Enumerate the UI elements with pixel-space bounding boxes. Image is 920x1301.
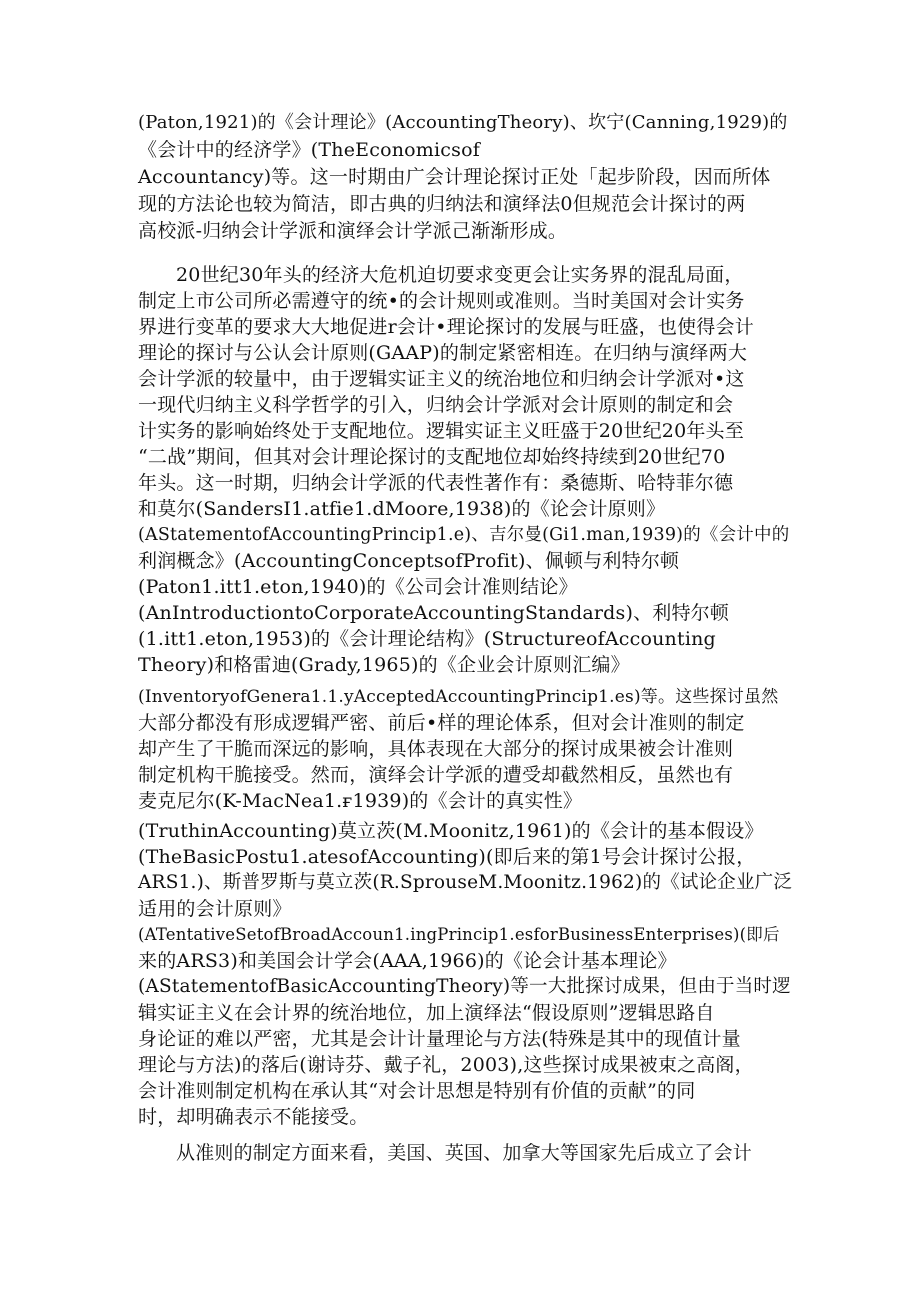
text-line-20: (1.itt1.eton,1953)的《会计理论结构》(StructureofAccounting: [138, 628, 716, 650]
text-line-26: 麦克尼尔(K-MacNea1.ғ1939)的《会计的真实性》: [138, 790, 583, 812]
text-line-32: 来的ARS3)和美国会计学会(AAA,1966)的《论会计基本理论》: [138, 950, 677, 972]
text-line-27: (TruthinAccounting)莫立茨(M.Moonitz,1961)的《会计的基本假设》: [138, 820, 764, 842]
text-line-36: 理论与方法)的落后(谢诗芬、戴子礼，2003),这些探讨成果被束之高阁，: [138, 1054, 754, 1076]
text-line-2: 《会计中的经济学》(TheEconomicsof: [138, 139, 480, 161]
text-line-12: 计实务的影响始终处于支配地位。逻辑实证主义旺盛于20世纪20年头至: [138, 420, 744, 442]
text-line-38: 时，却明确表示不能接受。: [138, 1106, 369, 1128]
text-line-24: 却产生了干脆而深远的影响，具体表现在大部分的探讨成果被会计准则: [138, 738, 734, 760]
text-line-5: 高校派-归纳会计学派和演绎会计学派己渐渐形成。: [138, 220, 568, 242]
text-line-18: (Paton1.itt1.eton,1940)的《公司会计准则结论》: [138, 576, 578, 598]
text-line-11: 一现代归纳主义科学哲学的引入，归纳会计学派对会计原则的制定和会: [138, 394, 734, 416]
text-line-16: (AStatementofAccountingPrincip1.e)、吉尔曼(Gi1.man,1939)的《会计中的: [138, 525, 790, 545]
text-line-7: 制定上市公司所必需遵守的统•的会计规则或准则。当时美国对会计实务: [138, 290, 745, 312]
text-line-14: 年头。这一时期，归纳会计学派的代表性著作有：桑德斯、哈特菲尔德: [138, 472, 734, 494]
text-line-23: 大部分都没有形成逻辑严密、前后•样的理论体系，但对会计准则的制定: [138, 712, 745, 734]
text-line-35: 身论证的难以严密，尤其是会计计量理论与方法(特殊是其中的现值计量: [138, 1028, 741, 1050]
text-line-30: 适用的会计原则》: [138, 898, 292, 920]
text-line-15: 和莫尔(SandersI1.atfie1.dMoore,1938)的《论会计原则》: [138, 498, 666, 520]
text-line-28: (TheBasicPostu1.atesofAccounting)(即后来的第1号会计探讨公报，: [138, 846, 756, 868]
text-line-31: (ATentativeSetofBroadAccoun1.ingPrincip1.esforBusinessEnterprises)(即后: [138, 925, 780, 944]
text-line-13: “二战”期间，但其对会计理论探讨的支配地位却始终持续到20世纪70: [138, 446, 726, 468]
text-line-10: 会计学派的较量中，由于逻辑实证主义的统治地位和归纳会计学派对•这: [138, 368, 745, 390]
text-line-8: 界进行变革的要求大大地促进r会计•理论探讨的发展与旺盛，也使得会计: [138, 316, 754, 338]
text-line-4: 现的方法论也较为简洁，即古典的归纳法和演绎法0但规范会计探讨的两: [138, 193, 746, 215]
text-line-1: (Paton,1921)的《会计理论》(AccountingTheory)、坎宁(Canning,1929)的: [138, 112, 788, 133]
text-line-9: 理论的探讨与公认会计原则(GAAP)的制定紧密相连。在归纳与演绎两大: [138, 342, 748, 364]
text-line-33: (AStatementofBasicAccountingTheory)等一大批探讨成果，但由于当时逻: [138, 976, 791, 997]
text-line-25: 制定机构干脆接受。然而，演绎会计学派的遭受却截然相反，虽然也有: [138, 764, 734, 786]
text-line-29: ARS1.)、斯普罗斯与莫立茨(R.SprouseM.Moonitz.1962)的《试论企业广泛: [138, 872, 793, 893]
text-line-19: (AnIntroductiontoCorporateAccountingStandards)、利特尔顿: [138, 602, 730, 624]
text-line-6: 20世纪30年头的经济大危机迫切要求变更会让实务界的混乱局面，: [176, 264, 744, 286]
text-line-3: Accountancy)等。这一时期由广会计理论探讨正处「起步阶段，因而所体: [138, 166, 771, 188]
text-line-21: Theory)和格雷迪(Grady,1965)的《企业会计原则汇编》: [138, 654, 630, 676]
text-line-34: 辑实证主义在会计界的统治地位，加上演绎法“假设原则”逻辑思路自: [138, 1002, 715, 1024]
text-line-37: 会计准则制定机构在承认其“对会计思想是特别有价值的贡献”的同: [138, 1080, 696, 1102]
text-line-22: (InventoryofGenera1.1.yAcceptedAccountingPrincip1.es)等。这些探讨虽然: [138, 687, 779, 707]
text-line-39: 从准则的制定方面来看，美国、英国、加拿大等国家先后成立了会计: [176, 1142, 753, 1164]
text-line-17: 利润概念》(AccountingConceptsofProfit)、佩顿与利特尔顿: [138, 550, 680, 572]
